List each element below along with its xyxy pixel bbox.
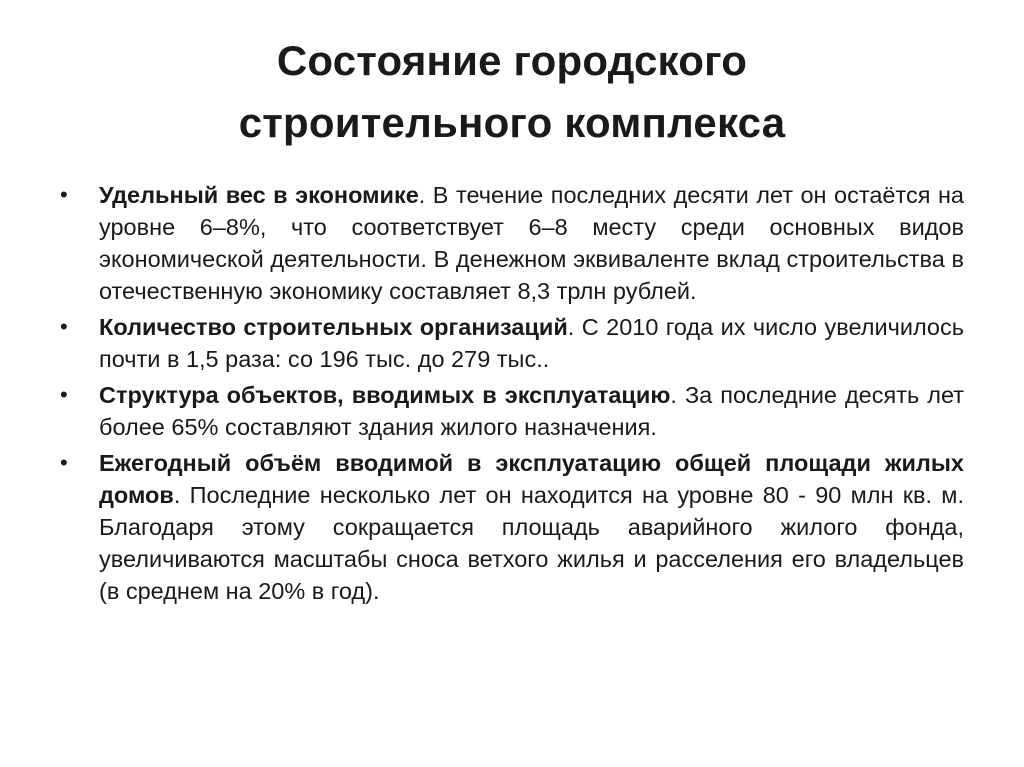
bullet-item bbox=[60, 179, 964, 307]
bullet-list bbox=[60, 179, 964, 611]
bullet-heading: Удельный вес в экономике bbox=[99, 182, 419, 208]
bullet-text: . С 2010 года их число увеличилось почти в 1,5 раза: со 196 тыс. до 279 тыс.. bbox=[99, 314, 964, 372]
title-line-1: Состояние городского bbox=[276, 37, 748, 84]
bullet-dot-icon: • bbox=[60, 314, 68, 339]
bullet-text: . В течение последних десяти лет он остаётся на уровне 6–8%, что соответствует 6–8 месту среди основных видов экономической деятельности. В денежном эквиваленте вклад строительства в отечественную экономику составляет 8,3 трлн рублей. bbox=[99, 182, 964, 304]
slide-title bbox=[60, 30, 964, 154]
bullet-item bbox=[60, 447, 964, 607]
bullet-item bbox=[60, 379, 964, 443]
title-line-2: строительного комплекса bbox=[238, 99, 786, 146]
bullet-dot-icon: • bbox=[60, 450, 68, 475]
bullet-text: . За последние десять лет более 65% составляют здания жилого назначения. bbox=[99, 382, 964, 440]
bullet-dot-icon: • bbox=[60, 382, 68, 407]
bullet-dot-icon: • bbox=[60, 182, 68, 207]
bullet-heading: Количество строительных организаций bbox=[99, 314, 568, 340]
bullet-item bbox=[60, 311, 964, 375]
bullet-heading: Структура объектов, вводимых в эксплуатацию bbox=[99, 382, 671, 408]
bullet-heading: Ежегодный объём вводимой в эксплуатацию общей площади жилых домов bbox=[99, 450, 964, 508]
bullet-text: . Последние несколько лет он находится на уровне 80 - 90 млн кв. м. Благодаря этому сокращается площадь аварийного жилого фонда, увеличиваются масштабы сноса ветхого жилья и расселения его владельцев (в среднем на 20% в год). bbox=[99, 482, 964, 604]
